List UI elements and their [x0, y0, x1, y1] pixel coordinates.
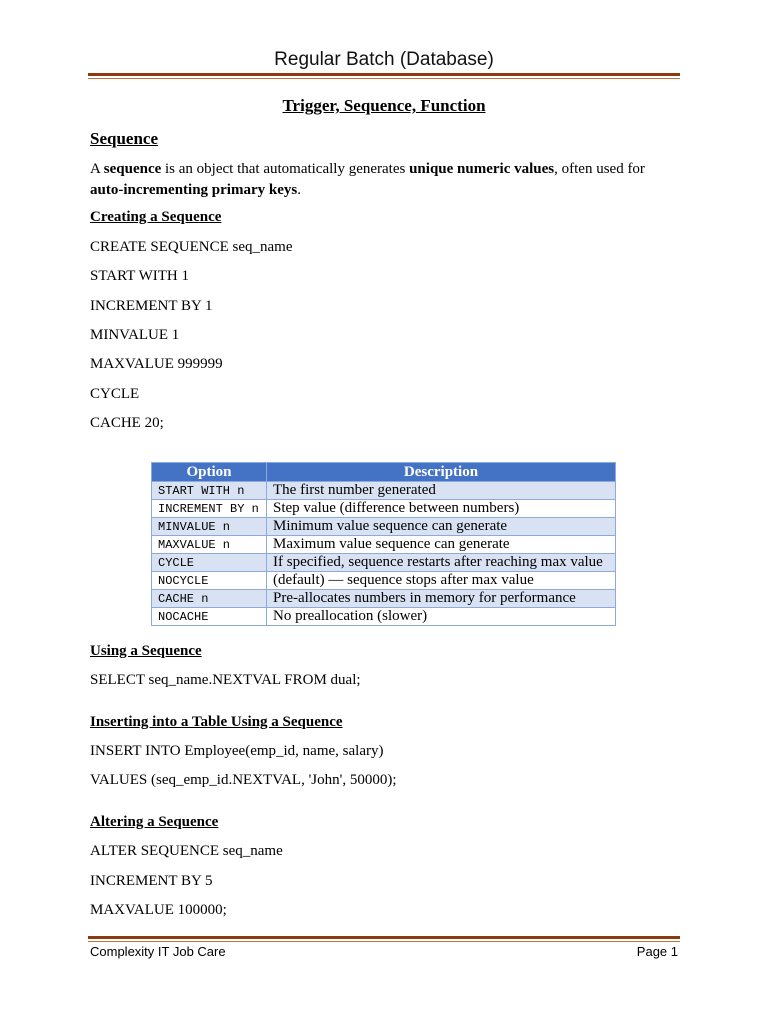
column-header-description: Description	[267, 463, 616, 482]
header-rule	[88, 73, 680, 76]
description-cell: The first number generated	[267, 482, 616, 500]
description-cell: Pre-allocates numbers in memory for performance	[267, 590, 616, 608]
intro-bold-unique-values: unique numeric values	[409, 161, 555, 177]
code-line: INCREMENT BY 5	[90, 873, 213, 889]
options-table	[151, 462, 616, 626]
description-cell: If specified, sequence restarts after reaching max value	[267, 554, 616, 572]
code-line: VALUES (seq_emp_id.NEXTVAL, 'John', 50000);	[90, 772, 397, 788]
intro-bold-auto-increment: auto-incrementing primary keys	[90, 182, 298, 198]
heading-altering-sequence: Altering a Sequence	[90, 814, 219, 830]
table-row	[152, 572, 616, 590]
document-title: Trigger, Sequence, Function	[282, 96, 486, 115]
table-header-row	[152, 463, 616, 482]
option-cell: NOCACHE	[152, 608, 267, 626]
header-rule-thin	[88, 78, 680, 79]
code-line: MAXVALUE 999999	[90, 356, 223, 372]
option-cell: CYCLE	[152, 554, 267, 572]
code-line: MAXVALUE 100000;	[90, 902, 227, 918]
column-header-option: Option	[152, 463, 267, 482]
description-cell: Minimum value sequence can generate	[267, 518, 616, 536]
description-cell: (default) — sequence stops after max value	[267, 572, 616, 590]
description-cell: No preallocation (slower)	[267, 608, 616, 626]
page-header-title: Regular Batch (Database)	[274, 49, 494, 70]
code-line: INSERT INTO Employee(emp_id, name, salary)	[90, 743, 384, 759]
heading-creating-sequence: Creating a Sequence	[90, 209, 222, 225]
code-line: MINVALUE 1	[90, 327, 180, 343]
code-line: SELECT seq_name.NEXTVAL FROM dual;	[90, 672, 361, 688]
intro-paragraph	[90, 159, 680, 201]
footer-rule	[88, 936, 680, 939]
option-cell: NOCYCLE	[152, 572, 267, 590]
option-cell: START WITH n	[152, 482, 267, 500]
table-row	[152, 536, 616, 554]
table-row	[152, 554, 616, 572]
table-row	[152, 590, 616, 608]
code-line: INCREMENT BY 1	[90, 298, 213, 314]
option-cell: INCREMENT BY n	[152, 500, 267, 518]
intro-text-4: .	[297, 182, 301, 198]
footer-company: Complexity IT Job Care	[90, 944, 226, 959]
code-line: CREATE SEQUENCE seq_name	[90, 239, 293, 255]
table-row	[152, 518, 616, 536]
code-line: CYCLE	[90, 386, 140, 402]
code-line: ALTER SEQUENCE seq_name	[90, 843, 283, 859]
footer-rule-thin	[88, 941, 680, 942]
intro-bold-sequence: sequence	[103, 161, 162, 177]
table-row	[152, 482, 616, 500]
footer-page-number: Page 1	[636, 944, 678, 959]
code-line: CACHE 20;	[90, 415, 164, 431]
section-heading-sequence: Sequence	[90, 129, 158, 148]
description-cell: Step value (difference between numbers)	[267, 500, 616, 518]
option-cell: MAXVALUE n	[152, 536, 267, 554]
intro-text-2: is an object that automatically generates	[161, 161, 410, 177]
option-cell: MINVALUE n	[152, 518, 267, 536]
option-cell: CACHE n	[152, 590, 267, 608]
table-row	[152, 500, 616, 518]
intro-text-1: A	[90, 161, 104, 177]
table-row	[152, 608, 616, 626]
heading-inserting-sequence: Inserting into a Table Using a Sequence	[90, 714, 343, 730]
description-cell: Maximum value sequence can generate	[267, 536, 616, 554]
heading-using-sequence: Using a Sequence	[90, 643, 202, 659]
intro-text-3: , often used for	[554, 161, 645, 177]
code-line: START WITH 1	[90, 268, 190, 284]
